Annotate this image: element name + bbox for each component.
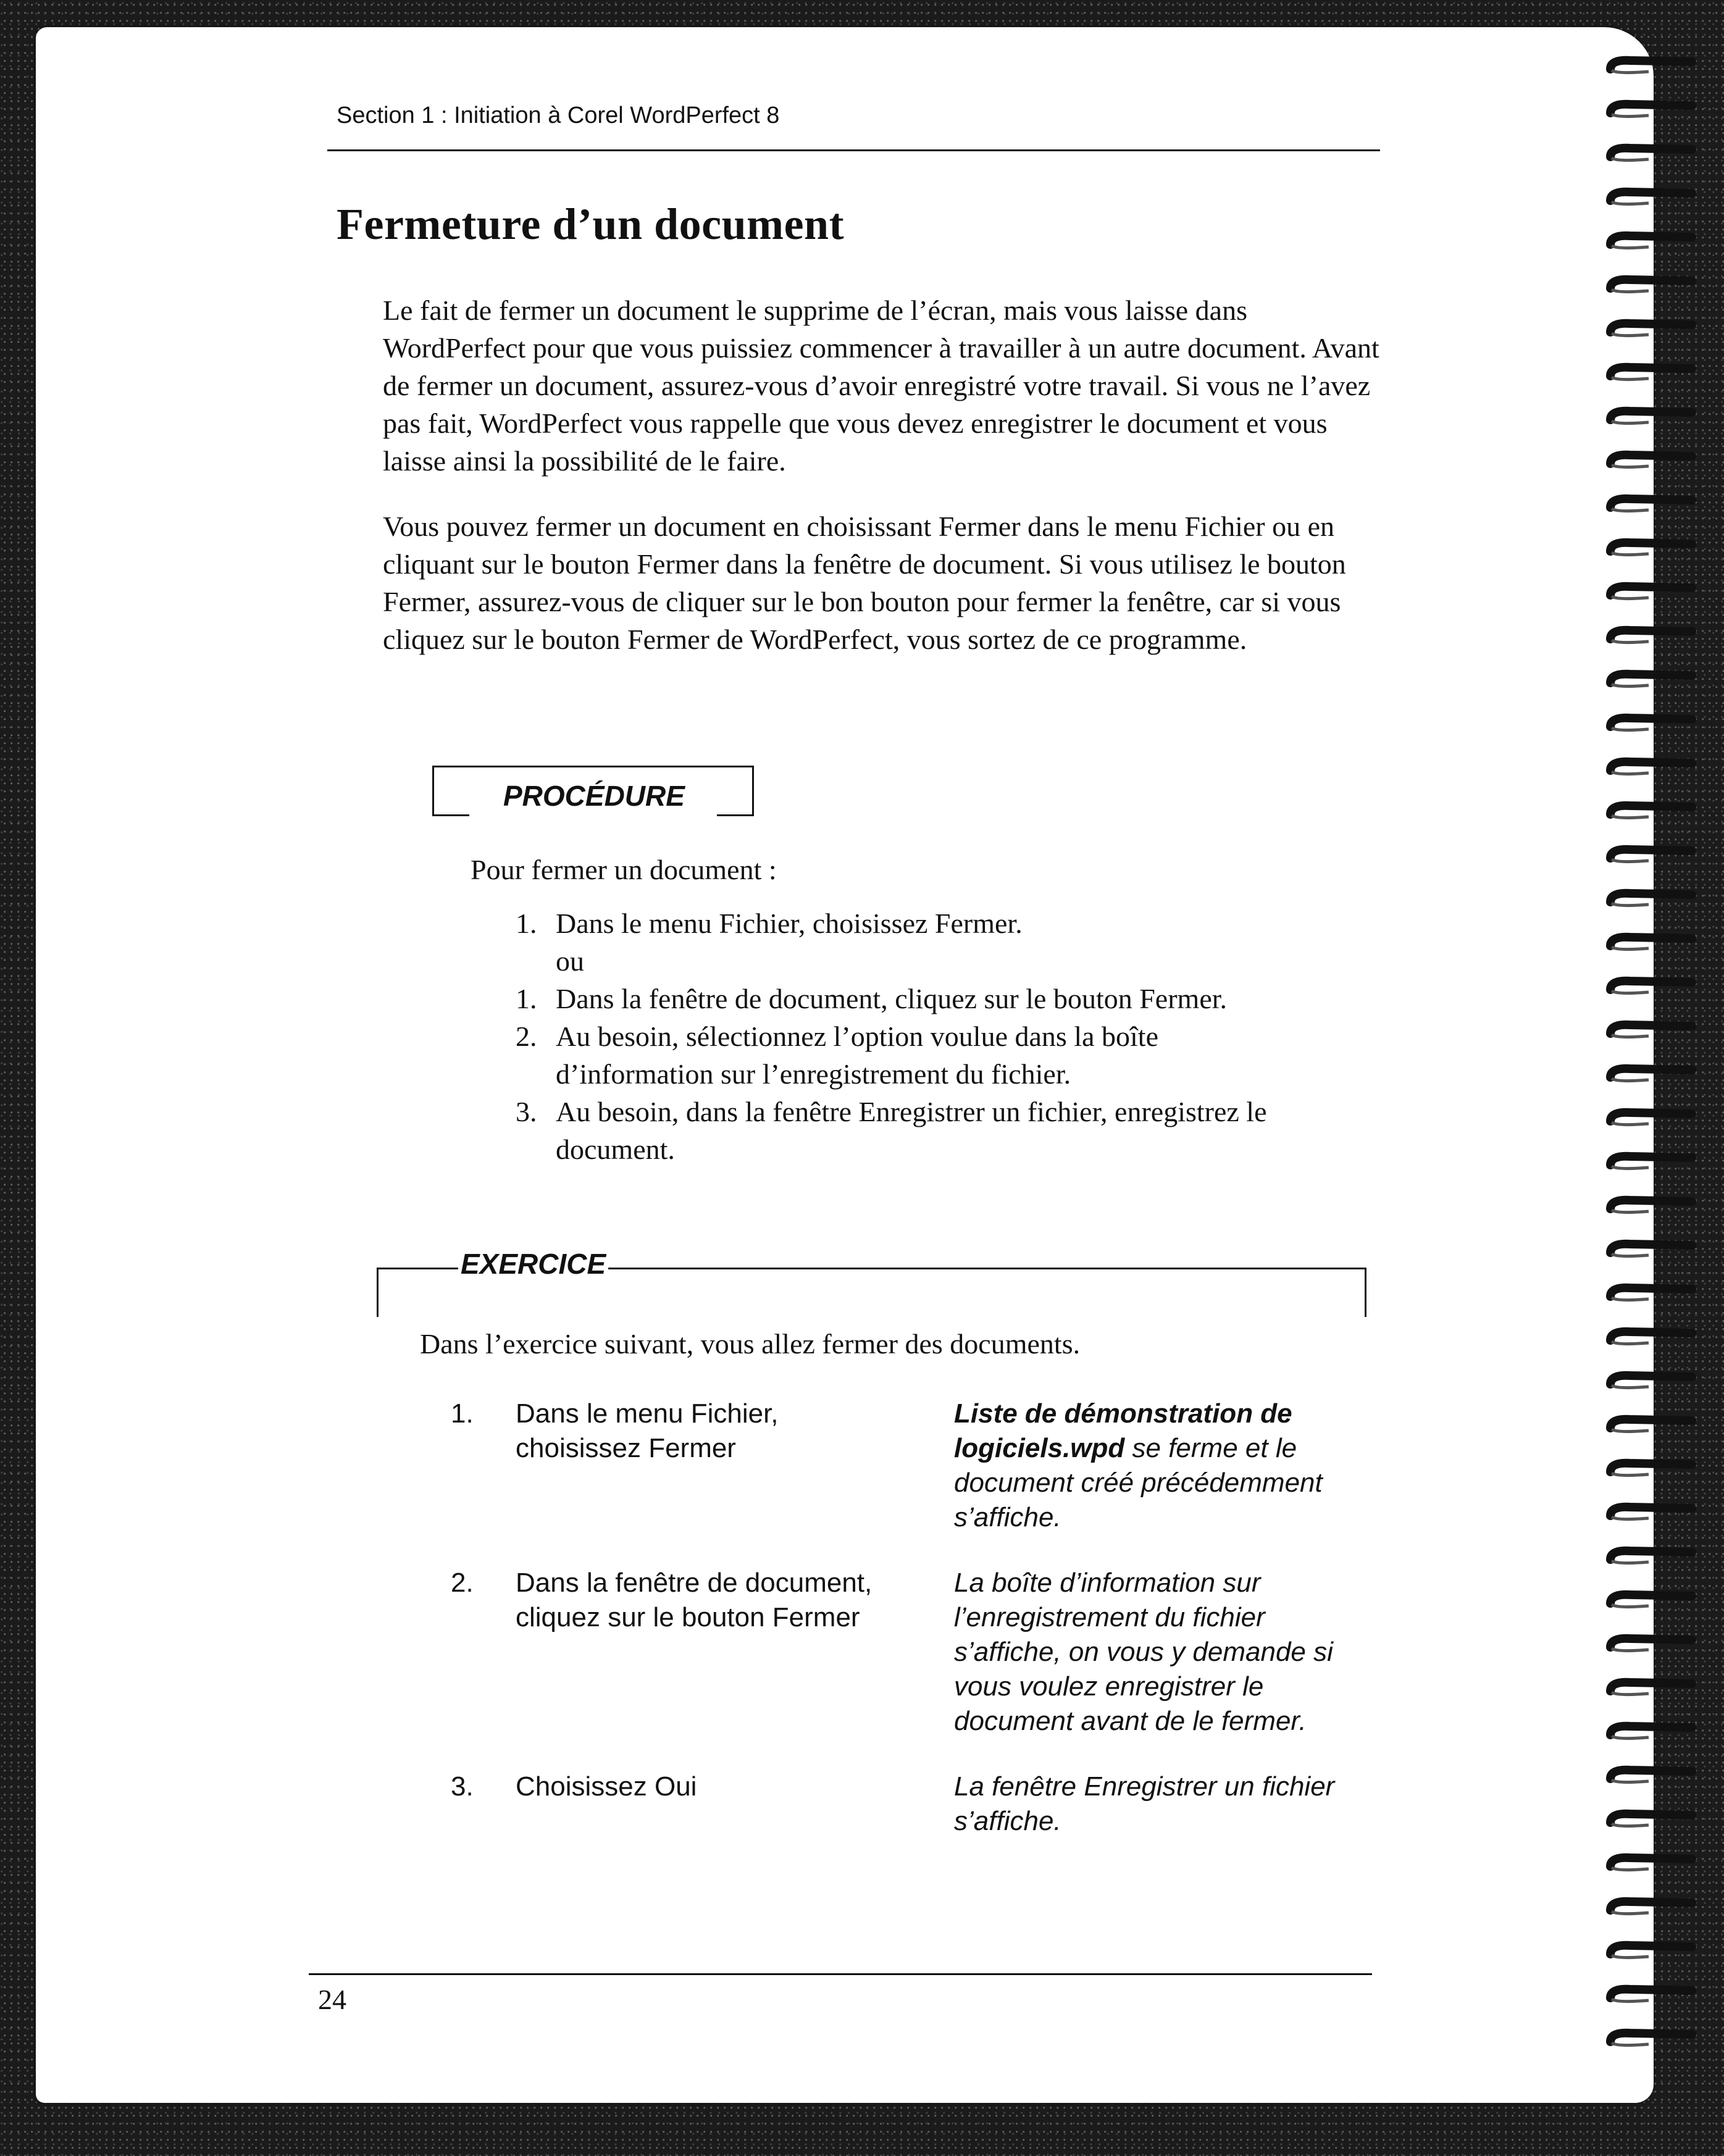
binding-ring <box>1605 1721 1698 1744</box>
binding-ring <box>1605 757 1698 779</box>
page-title: Fermeture d’un document <box>337 199 845 249</box>
row-result <box>954 1397 1386 1535</box>
row-action: Dans la fenêtre de document, cliquez sur le bouton Fermer <box>516 1568 872 1632</box>
step-number: 1. <box>516 983 537 1014</box>
binding-ring <box>1605 976 1698 998</box>
step-text: Dans le menu Fichier, choisissez Fermer. <box>556 908 1023 939</box>
row-action: Dans le menu Fichier, choisissez Fermer <box>516 1398 779 1463</box>
exercise-intro: Dans l’exercice suivant, vous allez fermer des documents. <box>420 1328 1081 1360</box>
binding-ring <box>1605 1108 1698 1130</box>
exercise-frame-right <box>1365 1268 1366 1317</box>
exercise-frame-left <box>377 1268 379 1317</box>
procedure-label: PROCÉDURE <box>503 780 685 812</box>
row-result <box>954 1770 1386 1839</box>
binding-ring <box>1605 669 1698 692</box>
binding-ring <box>1605 1020 1698 1042</box>
binding-ring <box>1605 1590 1698 1612</box>
row-action: Choisissez Oui <box>516 1771 697 1802</box>
binding-ring <box>1605 845 1698 867</box>
header-rule <box>327 149 1380 151</box>
step-text: Au besoin, sélectionnez l’option voulue dans la boîte d’information sur l’enregistrement du fichier. <box>556 1021 1158 1090</box>
list-item <box>516 905 1420 942</box>
binding-ring <box>1605 1195 1698 1218</box>
binding-ring <box>1605 1283 1698 1305</box>
binding-ring <box>1605 888 1698 911</box>
binding-ring <box>1605 1678 1698 1700</box>
binding-ring <box>1605 538 1698 560</box>
list-item <box>516 980 1420 1017</box>
row-number: 3. <box>451 1771 474 1802</box>
binding-ring <box>1605 625 1698 648</box>
binding-ring <box>1605 582 1698 604</box>
binding-ring <box>1605 319 1698 341</box>
table-row <box>451 1770 1389 1839</box>
row-number: 1. <box>451 1398 474 1429</box>
footer-rule <box>309 1973 1372 1975</box>
step-number: 1. <box>516 908 537 939</box>
binding-ring <box>1605 494 1698 516</box>
procedure-steps <box>516 905 1420 1168</box>
or-separator: ou <box>556 945 584 977</box>
table-row <box>451 1397 1389 1535</box>
binding-ring <box>1605 1853 1698 1875</box>
binding-ring <box>1605 1765 1698 1787</box>
binding-ring <box>1605 450 1698 472</box>
binding-ring <box>1605 1941 1698 1963</box>
binding-ring <box>1605 56 1698 78</box>
binding-ring <box>1605 1809 1698 1831</box>
binding-ring <box>1605 1064 1698 1086</box>
binding-ring <box>1605 1458 1698 1481</box>
result-filename: Liste de démonstration de logiciels.wpd <box>954 1398 1292 1463</box>
result-text: se ferme et le document créé précédemment s’affiche. <box>954 1433 1323 1532</box>
binding-ring <box>1605 2028 1698 2050</box>
row-number: 2. <box>451 1568 474 1598</box>
binding-ring <box>1605 231 1698 253</box>
binding-ring <box>1605 1897 1698 1919</box>
binding-ring <box>1605 1239 1698 1261</box>
binding-ring <box>1605 362 1698 385</box>
result-text: La boîte d’information sur l’enregistrement du fichier s’affiche, on vous y demande si vous voulez enregistrer le document avant de le fermer. <box>954 1568 1333 1736</box>
binding-ring <box>1605 99 1698 122</box>
binding-ring <box>1605 1502 1698 1524</box>
step-text: Dans la fenêtre de document, cliquez sur le bouton Fermer. <box>556 983 1228 1014</box>
result-text: La fenêtre Enregistrer un fichier s’affiche. <box>954 1771 1335 1836</box>
binding-ring <box>1605 1327 1698 1349</box>
binding-ring <box>1605 187 1698 209</box>
list-item <box>516 1017 1420 1093</box>
paragraph-2: Vous pouvez fermer un document en choisissant Fermer dans le menu Fichier ou en cliquant sur le bouton Fermer dans la fenêtre de document. Si vous utilisez le bouton Fermer, assurez-vous de cliquer sur le bon bouton pour fermer la fenêtre, car si vous cliquez sur le bouton Fermer de WordPerfect, vous sortez de ce programme. <box>383 511 1346 655</box>
binding-ring <box>1605 932 1698 955</box>
binding-ring <box>1605 1414 1698 1437</box>
binding-ring <box>1605 801 1698 823</box>
section-header: Section 1 : Initiation à Corel WordPerfect 8 <box>337 102 780 128</box>
binding-ring <box>1605 1546 1698 1568</box>
table-row <box>451 1566 1389 1739</box>
list-item <box>516 1093 1420 1168</box>
step-text: Au besoin, dans la fenêtre Enregistrer un fichier, enregistrez le document. <box>556 1096 1267 1165</box>
binding-ring <box>1605 713 1698 735</box>
step-number: 2. <box>516 1021 537 1052</box>
row-result <box>954 1566 1349 1739</box>
exercise-label: EXERCICE <box>458 1247 608 1281</box>
exercise-table <box>451 1397 1389 1870</box>
binding-ring <box>1605 275 1698 297</box>
step-number: 3. <box>516 1096 537 1127</box>
binding-ring <box>1605 143 1698 165</box>
page-number: 24 <box>318 1984 346 2015</box>
binding-ring <box>1605 1634 1698 1656</box>
spiral-binding <box>1605 37 1724 2099</box>
binding-ring <box>1605 1151 1698 1174</box>
binding-ring <box>1605 406 1698 428</box>
procedure-intro: Pour fermer un document : <box>471 854 777 885</box>
binding-ring <box>1605 1371 1698 1393</box>
paragraph-1: Le fait de fermer un document le supprime de l’écran, mais vous laisse dans WordPerfect pour que vous puissiez commencer à travailler à un autre document. Avant de fermer un document, assurez-vous d’avoir enregistré votre travail. Si vous ne l’avez pas fait, WordPerfect vous rappelle que vous devez enregistrer le document et vous laisse ainsi la possibilité de le faire. <box>383 295 1379 477</box>
binding-ring <box>1605 1984 1698 2007</box>
